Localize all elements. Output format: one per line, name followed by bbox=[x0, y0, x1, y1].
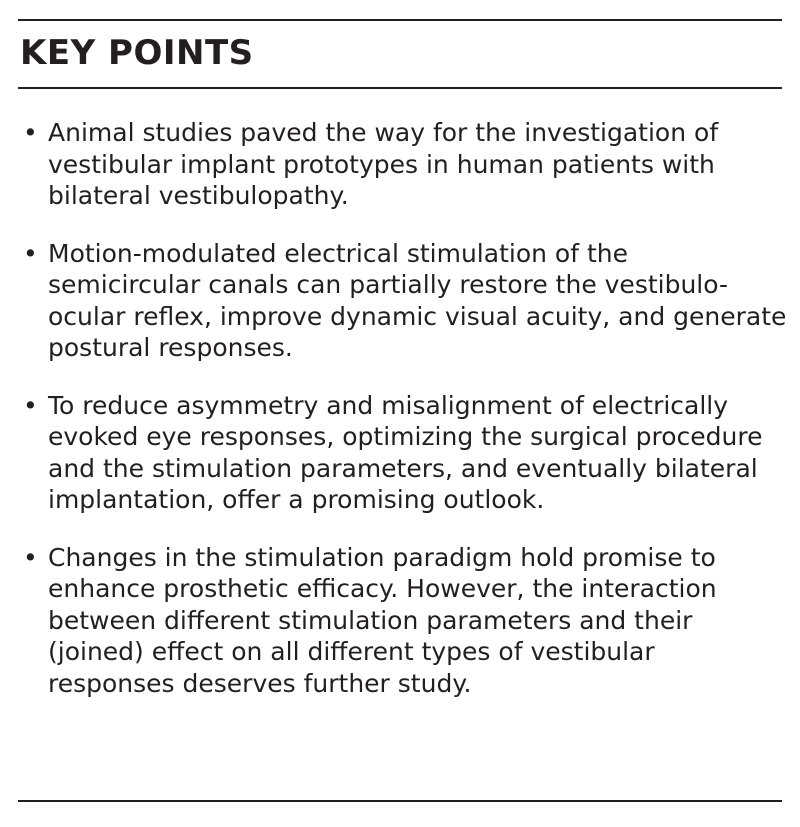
key-point-item bbox=[18, 542, 782, 700]
bullet-icon: • bbox=[23, 118, 38, 147]
key-points-box bbox=[18, 0, 787, 827]
heading-rule bbox=[18, 87, 782, 89]
key-points-list bbox=[18, 117, 787, 725]
key-point-text: Motion-modulated electrical stimulation of the semicircular canals can partially restore the vestibulo-ocular reflex, improve dynamic visual acuity, and generate postural responses. bbox=[48, 238, 787, 362]
bottom-rule bbox=[18, 800, 782, 802]
bullet-icon: • bbox=[23, 238, 38, 268]
key-point-item bbox=[18, 390, 782, 516]
bullet-icon: • bbox=[23, 390, 38, 420]
key-point-text: Animal studies paved the way for the investigation of vestibular implant prototypes in human patients with bilateral vestibulopathy. bbox=[48, 118, 719, 210]
top-rule bbox=[18, 19, 782, 21]
key-points-heading: KEY POINTS bbox=[20, 33, 254, 73]
key-point-item bbox=[18, 238, 787, 364]
key-point-text: Changes in the stimulation paradigm hold promise to enhance prosthetic efficacy. However, the interaction between different stimulation parameters and their (joined) effect on all different types of vestibular responses deserves further study. bbox=[48, 542, 717, 698]
key-point-text: To reduce asymmetry and misalignment of electrically evoked eye responses, optimizing the surgical procedure and the stimulation parameters, and eventually bilateral implantation, offer a promising outlook. bbox=[48, 390, 763, 514]
key-point-item bbox=[18, 117, 782, 212]
bullet-icon: • bbox=[23, 542, 38, 572]
